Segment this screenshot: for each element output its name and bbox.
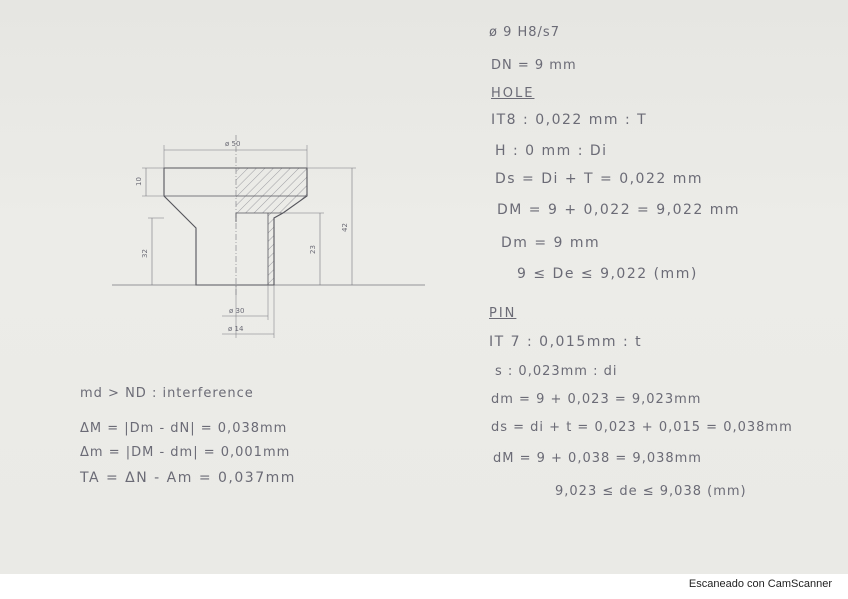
pin-line-s: s : 0,023mm : di — [495, 364, 618, 379]
dim-bore-depth-label: 23 — [309, 245, 317, 254]
hole-range: 9 ≤ De ≤ 9,022 (mm) — [517, 266, 698, 282]
note-delta-max: ΔM = |Dm - dN| = 0,038mm — [80, 421, 288, 436]
hole-line-dmax: DM = 9 + 0,022 = 9,022 mm — [497, 202, 741, 218]
section-hatch — [236, 168, 307, 213]
hole-line-h: H : 0 mm : Di — [495, 143, 608, 159]
pin-line-it: IT 7 : 0,015mm : t — [489, 334, 643, 350]
hole-heading: HOLE — [491, 86, 535, 101]
pin-range: 9,023 ≤ de ≤ 9,038 (mm) — [555, 484, 747, 499]
pin-line-ds: ds = di + t = 0,023 + 0,015 = 0,038mm — [491, 420, 793, 435]
hole-line-dmin: Dm = 9 mm — [501, 235, 601, 251]
dim-stem-label: 32 — [141, 249, 149, 258]
note-delta-min: Δm = |DM - dm| = 0,001mm — [80, 445, 291, 460]
hole-line-it: IT8 : 0,022 mm : T — [491, 112, 648, 128]
note-tolerance-sum: TA = ΔN - Am = 0,037mm — [80, 470, 296, 486]
dim-flange-label: 10 — [135, 177, 143, 186]
pin-line-dmax: dM = 9 + 0,038 = 9,038mm — [493, 451, 702, 466]
pin-line-dm: dm = 9 + 0,023 = 9,023mm — [491, 392, 702, 407]
dim-total-label: 42 — [341, 223, 349, 232]
dim-bore-dia-label: ø 30 — [229, 307, 245, 315]
pin-heading: PIN — [489, 306, 517, 321]
note-interference: md > ND : interference — [80, 386, 254, 401]
wall-hatch — [268, 213, 274, 285]
scanner-watermark: Escaneado con CamScanner — [688, 578, 832, 590]
hole-line-ds: Ds = Di + T = 0,022 mm — [495, 171, 703, 187]
fit-designation: ø 9 H8/s7 — [489, 25, 560, 40]
dim-stem-dia-label: ø 14 — [228, 325, 244, 333]
nominal-diameter: DN = 9 mm — [491, 58, 577, 73]
dim-top-label: ø 50 — [225, 140, 241, 148]
